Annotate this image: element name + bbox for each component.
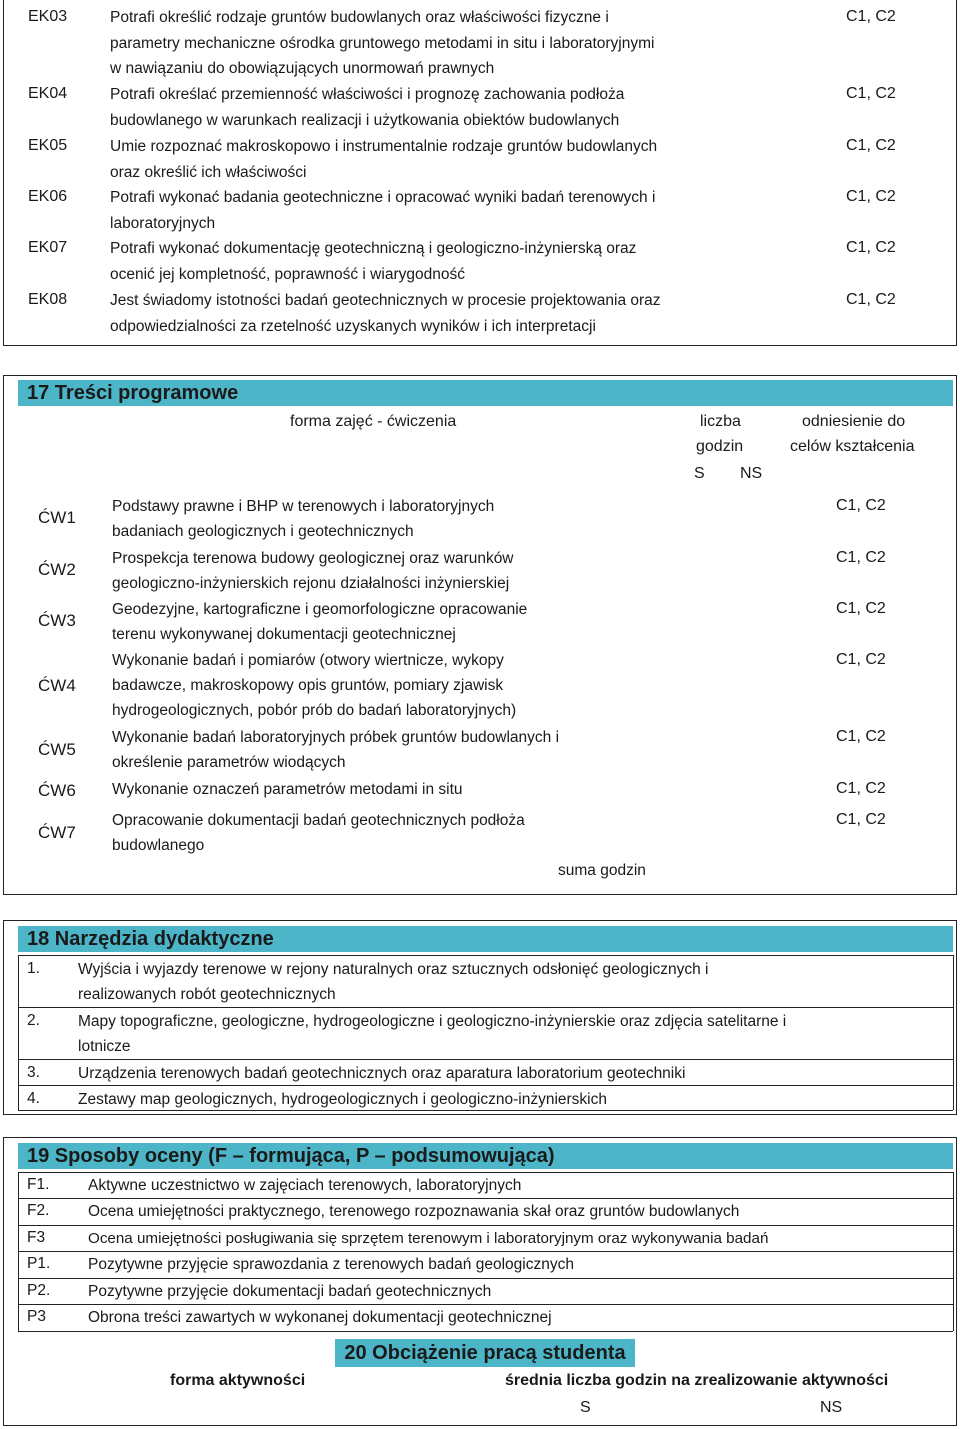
ek-description: Jest świadomy istotności badań geotechnicznych w procesie projektowania oraz odpowiedzialności za rzetelność uzyskanych wyników i ich interpretacji: [110, 292, 661, 335]
cw-label: ĆW1: [38, 508, 76, 527]
ek-ref: C1, C2: [846, 188, 896, 205]
col-header-ref: celów kształcenia: [790, 438, 915, 455]
ek-ref: C1, C2: [846, 137, 896, 154]
ek-description: Potrafi określać przemienność właściwości i prognozę zachowania podłoża budowlanego w warunkach realizacji i użytkowania obiektów budowlanych: [110, 86, 625, 129]
ek-description: Potrafi wykonać badania geotechniczne i opracować wyniki badań terenowych i laboratoryjnych: [110, 189, 656, 232]
item-text: Wyjścia i wyjazdy terenowe w rejony naturalnych oraz sztucznych odsłonięć geologicznych i realizowanych robót geotechnicznych: [78, 961, 709, 1003]
item-number: F2.: [27, 1202, 50, 1219]
cw-label: ĆW2: [38, 560, 76, 579]
col-header-s: S: [580, 1399, 591, 1416]
item-number: 4.: [27, 1090, 40, 1107]
item-text: Urządzenia terenowych badań geotechnicznych oraz aparatura laboratorium geotechniki: [78, 1065, 686, 1082]
item-text: Ocena umiejętności praktycznego, terenowego rozpoznawania skał oraz gruntów budowlanych: [88, 1203, 740, 1220]
ek-description: Potrafi określić rodzaje gruntów budowlanych oraz właściwości fizyczne i parametry mechaniczne ośrodka gruntowego metodami in situ i laboratoryjnymi w nawiązaniu do obowiązujących unormowań prawnych: [110, 9, 655, 77]
ek-ref: C1, C2: [846, 8, 896, 25]
ek-code: EK08: [28, 291, 68, 308]
col-header-form: forma aktywności: [170, 1372, 306, 1389]
ek-description: Potrafi wykonać dokumentację geotechniczną i geologiczno-inżynierską oraz ocenić jej kompletność, poprawność i wiarygodność: [110, 240, 637, 283]
cw-label: ĆW4: [38, 676, 76, 695]
cw-description: Prospekcja terenowa budowy geologicznej oraz warunków geologiczno-inżynierskich rejonu działalności inżynierskiej: [112, 550, 514, 592]
item-number: F3: [27, 1229, 46, 1246]
cw-ref: C1, C2: [836, 600, 886, 617]
item-number: P2.: [27, 1282, 51, 1299]
cw-label: ĆW3: [38, 611, 76, 630]
item-number: 3.: [27, 1064, 40, 1081]
col-header-form: forma zajęć - ćwiczenia: [290, 413, 457, 430]
item-text: Ocena umiejętności posługiwania się sprzętem terenowym i laboratoryjnym oraz wykonywania badań: [88, 1230, 769, 1247]
cw-description: Geodezyjne, kartograficzne i geomorfologiczne opracowanie terenu wykonywanej dokumentacji geotechnicznej: [112, 601, 528, 643]
ek-code: EK06: [28, 188, 68, 205]
cw-description: Wykonanie badań laboratoryjnych próbek gruntów budowlanych i określenie parametrów wiodących: [112, 729, 560, 771]
col-header-ns: NS: [820, 1399, 843, 1416]
col-header-ns: NS: [740, 465, 763, 482]
cw-ref: C1, C2: [836, 728, 886, 745]
ek-code: EK03: [28, 8, 68, 25]
item-text: Mapy topograficzne, geologiczne, hydrogeologiczne i geologiczno-inżynierskie oraz zdjęcia satelitarne i lotnicze: [78, 1013, 787, 1055]
item-text: Pozytywne przyjęcie dokumentacji badań geotechnicznych: [88, 1283, 492, 1300]
item-number: F1.: [27, 1176, 50, 1193]
col-header-hours: liczba: [700, 413, 741, 430]
cw-description: Wykonanie oznaczeń parametrów metodami in situ: [112, 781, 463, 798]
ek-code: EK07: [28, 239, 68, 256]
section-title: 17 Treści programowe: [18, 380, 953, 406]
cw-label: ĆW5: [38, 740, 76, 759]
item-text: Zestawy map geologicznych, hydrogeologicznych i geologiczno-inżynierskich: [78, 1091, 607, 1108]
ek-description: Umie rozpoznać makroskopowo i instrumentalnie rodzaje gruntów budowlanych oraz określić ich właściwości: [110, 138, 658, 181]
sum-hours-label: suma godzin: [558, 862, 646, 879]
item-number: 2.: [27, 1012, 40, 1029]
item-text: Pozytywne przyjęcie sprawozdania z terenowych badań geologicznych: [88, 1256, 574, 1273]
cw-description: Wykonanie badań i pomiarów (otwory wiertnicze, wykopy badawcze, makroskopowy opis gruntów, pomiary zjawisk hydrogeologicznych, pobór prób do badań laboratoryjnych): [112, 652, 517, 719]
cw-description: Podstawy prawne i BHP w terenowych i laboratoryjnych badaniach geologicznych i geotechnicznych: [112, 498, 495, 540]
item-number: 1.: [27, 960, 40, 977]
section-title: 19 Sposoby oceny (F – formująca, P – podsumowująca): [18, 1143, 953, 1169]
cw-description: Opracowanie dokumentacji badań geotechnicznych podłoża budowlanego: [112, 812, 525, 854]
cw-ref: C1, C2: [836, 811, 886, 828]
cw-ref: C1, C2: [836, 497, 886, 514]
cw-ref: C1, C2: [836, 651, 886, 668]
ek-ref: C1, C2: [846, 239, 896, 256]
ek-ref: C1, C2: [846, 291, 896, 308]
cw-ref: C1, C2: [836, 549, 886, 566]
ek-ref: C1, C2: [846, 85, 896, 102]
item-number: P3: [27, 1308, 46, 1325]
item-number: P1.: [27, 1255, 51, 1272]
col-header-avg-hours: średnia liczba godzin na zrealizowanie aktywności: [505, 1372, 889, 1389]
col-header-s: S: [694, 465, 705, 482]
col-header-ref: odniesienie do: [802, 413, 906, 430]
item-text: Obrona treści zawartych w wykonanej dokumentacji geotechnicznej: [88, 1309, 552, 1326]
cw-label: ĆW6: [38, 781, 76, 800]
cw-label: ĆW7: [38, 823, 76, 842]
col-header-hours: godzin: [696, 438, 744, 455]
item-text: Aktywne uczestnictwo w zajęciach terenowych, laboratoryjnych: [88, 1177, 522, 1194]
section-title: 18 Narzędzia dydaktyczne: [18, 926, 953, 952]
ek-code: EK05: [28, 137, 68, 154]
ek-code: EK04: [28, 85, 68, 102]
cw-ref: C1, C2: [836, 780, 886, 797]
section-title: 20 Obciążenie pracą studenta: [335, 1339, 635, 1367]
